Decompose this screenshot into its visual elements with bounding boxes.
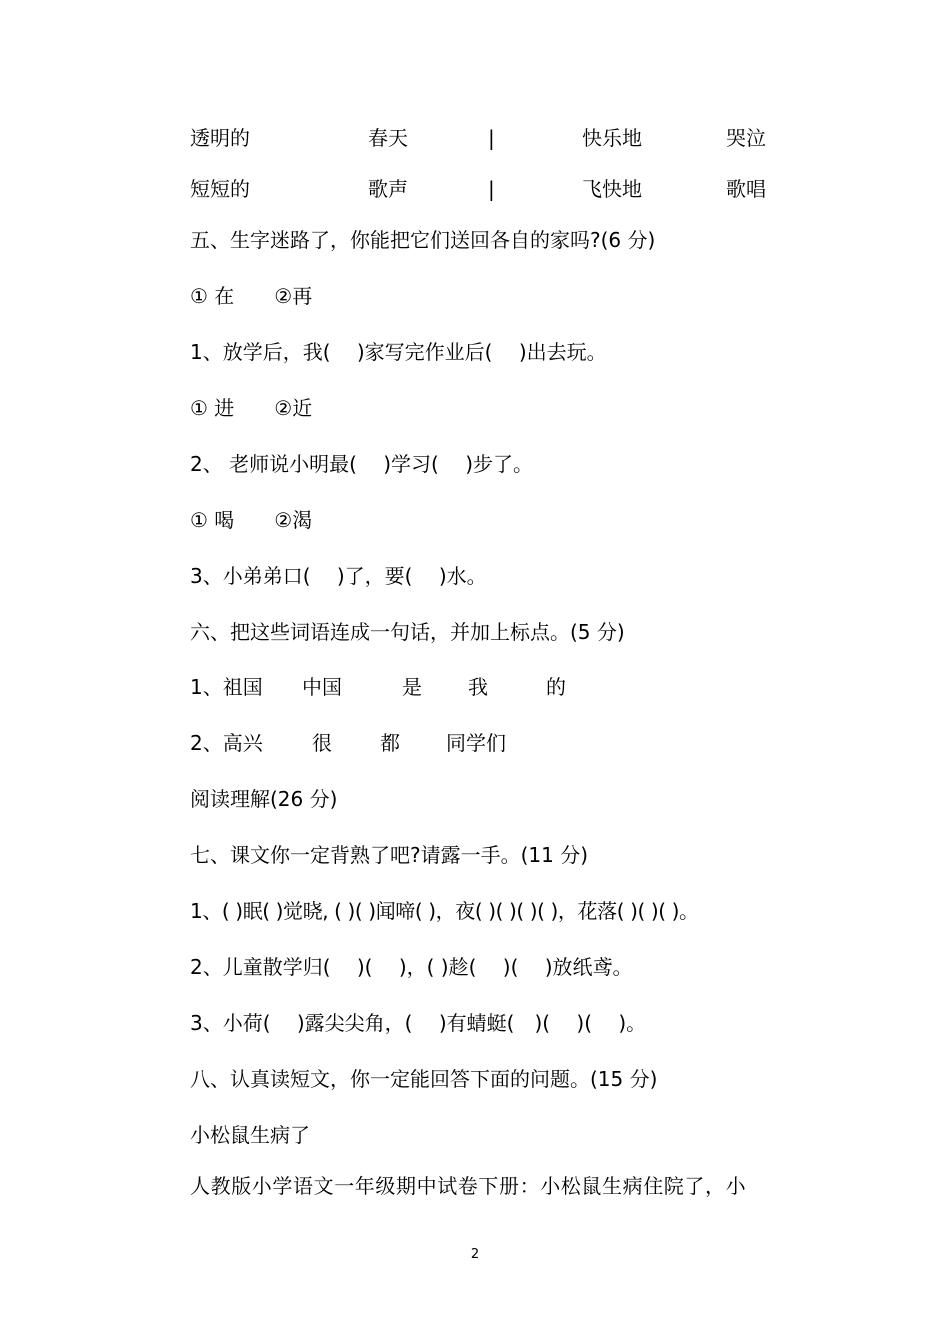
section7-heading: 七、课文你一定背熟了吧?请露一手。(11 分)	[190, 843, 589, 867]
section6-q2-word-4: 同学们	[446, 731, 506, 755]
section7-question-2: 2、儿童散学归( )( )，( )趁( )( )放纸鸢。	[190, 955, 633, 979]
word-table-r1-c4: 哭泣	[726, 126, 766, 150]
section5-heading: 五、生字迷路了，你能把它们送回各自的家吗?(6 分)	[190, 228, 656, 252]
section7-question-1: 1、( )眠( )觉晓, ( )( )闻啼( )，夜( )( )( )( )，花落( )( )( )。	[190, 899, 699, 923]
section6-q2-word-3: 都	[380, 731, 400, 755]
section6-q1-word-4: 我	[468, 675, 488, 699]
word-table-r1-c3: 快乐地	[582, 126, 642, 150]
section6-q1-word-3: 是	[402, 675, 422, 699]
section5-options-3: ① 喝 ②渴	[190, 508, 313, 532]
section5-options-1: ① 在 ②再	[190, 284, 313, 308]
section7-question-3: 3、小荷( )露尖尖角，( )有蜻蜓( )( )( )。	[190, 1011, 647, 1035]
section6-q1-word-1: 1、祖国	[190, 675, 263, 699]
section5-question-3: 3、小弟弟口( )了，要( )水。	[190, 564, 487, 588]
word-table-r1-divider: |	[488, 126, 495, 150]
page-number: 2	[470, 1247, 480, 1262]
word-table-r2-c3: 飞快地	[582, 177, 642, 201]
word-table-r2-c1: 短短的	[190, 177, 250, 201]
section5-question-2: 2、 老师说小明最( )学习( )步了。	[190, 452, 534, 476]
word-table-r1-c2: 春天	[368, 126, 408, 150]
story-title: 小松鼠生病了	[190, 1123, 310, 1147]
section6-q1-word-5: 的	[546, 675, 566, 699]
section5-question-1: 1、放学后，我( )家写完作业后( )出去玩。	[190, 340, 607, 364]
section8-heading: 八、认真读短文，你一定能回答下面的问题。(15 分)	[190, 1067, 658, 1091]
word-table-r2-c4: 歌唱	[726, 177, 766, 201]
section6-q1-word-2: 中国	[302, 675, 342, 699]
section5-options-2: ① 进 ②近	[190, 396, 313, 420]
reading-heading: 阅读理解(26 分)	[190, 787, 338, 811]
story-first-line: 人教版小学语文一年级期中试卷下册：小松鼠生病住院了，小	[190, 1174, 747, 1198]
word-table-r2-c2: 歌声	[368, 177, 408, 201]
word-table-r2-divider: |	[488, 177, 495, 201]
section6-q2-word-2: 很	[312, 731, 332, 755]
section6-heading: 六、把这些词语连成一句话，并加上标点。(5 分)	[190, 620, 625, 644]
word-table-r1-c1: 透明的	[190, 126, 250, 150]
section6-q2-word-1: 2、高兴	[190, 731, 263, 755]
